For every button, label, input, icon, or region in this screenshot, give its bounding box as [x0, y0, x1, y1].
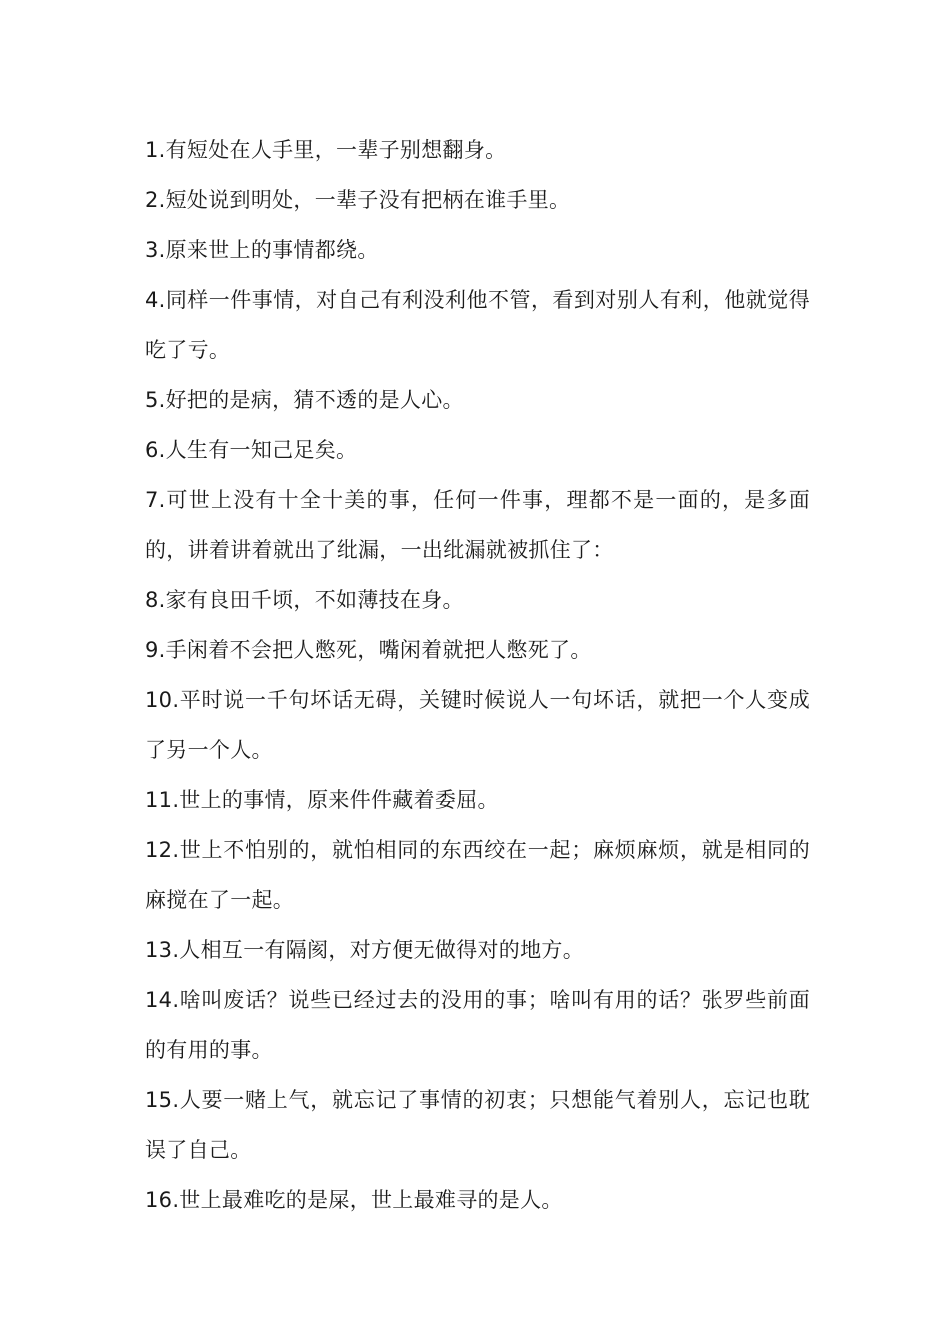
paragraph-2: 2.短处说到明处，一辈子没有把柄在谁手里。 — [145, 188, 571, 212]
paragraph-7: 7.可世上没有十全十美的事，任何一件事，理都不是一面的，是多面的，讲着讲着就出了纰漏，一出纰漏就被抓住了： — [145, 488, 810, 562]
paragraph-1: 1.有短处在人手里，一辈子别想翻身。 — [145, 138, 507, 162]
paragraph-6: 6.人生有一知己足矣。 — [145, 438, 358, 462]
paragraph-8: 8.家有良田千顷，不如薄技在身。 — [145, 588, 464, 612]
paragraph-3: 3.原来世上的事情都绕。 — [145, 238, 379, 262]
paragraph-5: 5.好把的是病，猜不透的是人心。 — [145, 388, 464, 412]
paragraph-11: 11.世上的事情，原来件件藏着委屈。 — [145, 788, 499, 812]
paragraph-12: 12.世上不怕别的，就怕相同的东西绞在一起；麻烦麻烦，就是相同的麻搅在了一起。 — [145, 838, 810, 912]
paragraph-14: 14.啥叫废话？说些已经过去的没用的事；啥叫有用的话？张罗些前面的有用的事。 — [145, 988, 810, 1062]
paragraph-16: 16.世上最难吃的是屎，世上最难寻的是人。 — [145, 1188, 563, 1212]
paragraph-15: 15.人要一赌上气，就忘记了事情的初衷；只想能气着别人，忘记也耽误了自己。 — [145, 1088, 810, 1162]
paragraph-4: 4.同样一件事情，对自己有利没利他不管，看到对别人有利，他就觉得吃了亏。 — [145, 288, 810, 362]
paragraph-10: 10.平时说一千句坏话无碍，关键时候说人一句坏话，就把一个人变成了另一个人。 — [145, 688, 810, 762]
document-body — [145, 125, 810, 1225]
paragraph-13: 13.人相互一有隔阂，对方便无做得对的地方。 — [145, 938, 584, 962]
paragraph-9: 9.手闲着不会把人憋死，嘴闲着就把人憋死了。 — [145, 638, 592, 662]
